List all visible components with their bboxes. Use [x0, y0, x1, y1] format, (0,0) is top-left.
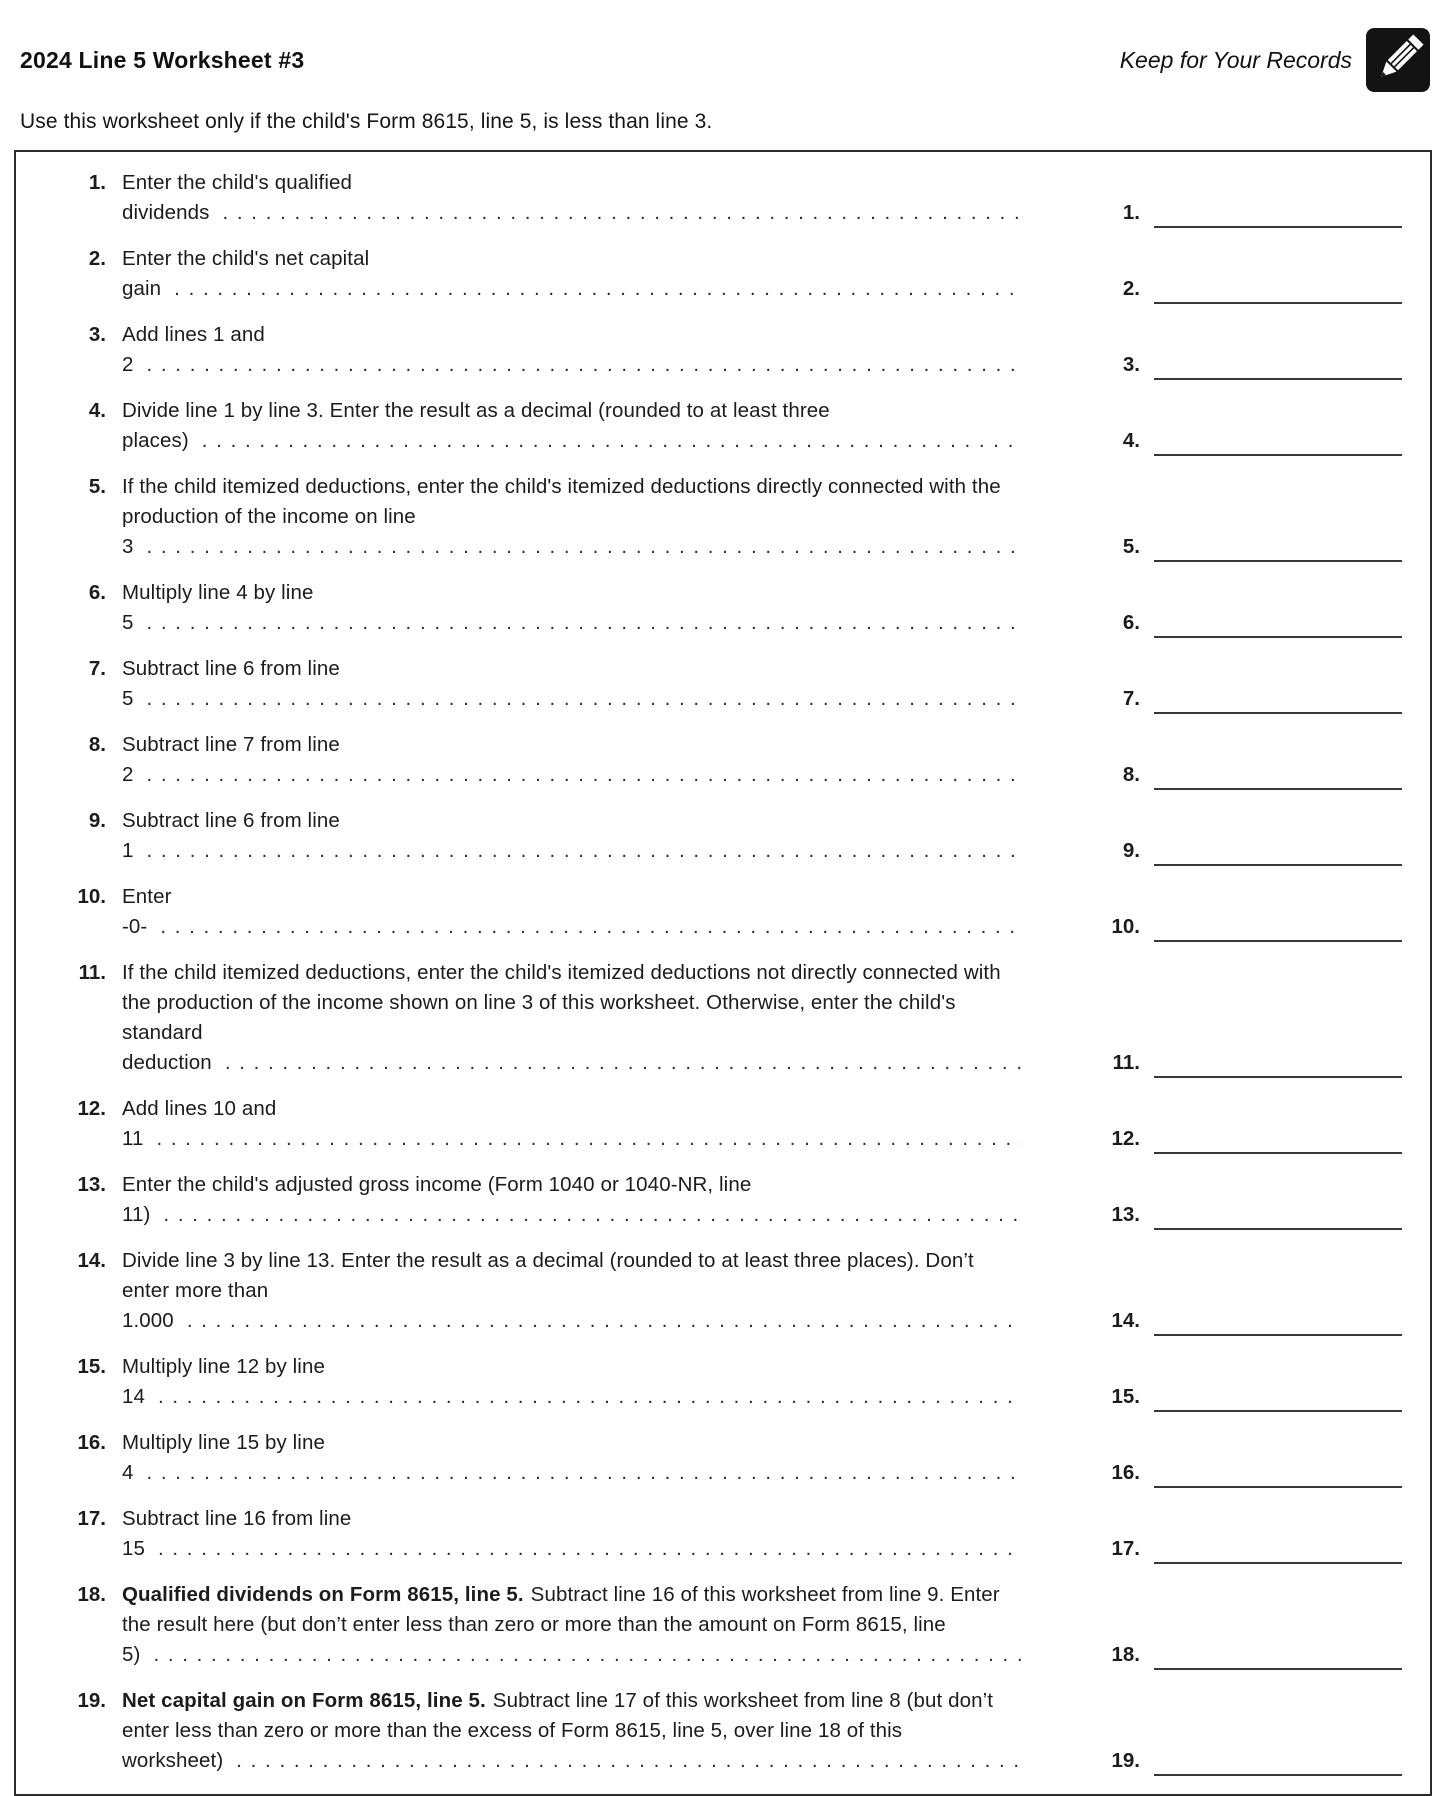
- worksheet-row: [16, 578, 1410, 638]
- row-description-text: Add lines 1 and 2: [122, 323, 265, 376]
- entry-number: 3.: [1122, 353, 1140, 376]
- entry-blank-line: [1154, 1536, 1402, 1564]
- row-description: [122, 654, 1022, 714]
- row-description-text: Subtract line 6 from line 1: [122, 809, 340, 862]
- entry-number: 14.: [1111, 1309, 1140, 1332]
- entry-number: 2.: [1122, 277, 1140, 300]
- entry-number: 8.: [1122, 763, 1140, 786]
- row-number: 4.: [88, 399, 106, 422]
- entry-blank-line: [1154, 1384, 1402, 1412]
- entry-number: 4.: [1122, 429, 1140, 452]
- worksheet-row: [16, 1428, 1410, 1488]
- row-number: 12.: [77, 1097, 106, 1120]
- row-number: 18.: [77, 1583, 106, 1606]
- row-description-text: If the child itemized deductions, enter the child's itemized deductions directly connected with the production of the income on line 3: [122, 475, 1001, 558]
- row-description: [122, 1580, 1022, 1670]
- entry-blank-line: [1154, 914, 1402, 942]
- entry-number: 5.: [1122, 535, 1140, 558]
- row-description: [122, 472, 1022, 562]
- row-description: [122, 1246, 1022, 1336]
- row-number: 17.: [77, 1507, 106, 1530]
- worksheet-row: [16, 1094, 1410, 1154]
- row-description-text: Multiply line 15 by line 4: [122, 1431, 325, 1484]
- row-number: 11.: [78, 961, 106, 984]
- row-number: 7.: [88, 657, 106, 680]
- row-number: 10.: [77, 885, 106, 908]
- worksheet-row: [16, 1352, 1410, 1412]
- row-number: 1.: [88, 171, 106, 194]
- worksheet-row: [16, 320, 1410, 380]
- entry-blank-line: [1154, 762, 1402, 790]
- entry-blank-line: [1154, 428, 1402, 456]
- row-description-text: Subtract line 7 from line 2: [122, 733, 340, 786]
- worksheet-rows: [16, 168, 1410, 1776]
- page-title: 2024 Line 5 Worksheet #3: [20, 46, 305, 73]
- row-number: 8.: [88, 733, 106, 756]
- row-description: [122, 1352, 1022, 1412]
- row-description: [122, 396, 1022, 456]
- entry-blank-line: [1154, 1126, 1402, 1154]
- row-description: [122, 1170, 1022, 1230]
- row-number: 16.: [77, 1431, 106, 1454]
- row-number: 3.: [88, 323, 106, 346]
- entry-blank-line: [1154, 838, 1402, 866]
- row-description: [122, 1094, 1022, 1154]
- entry-number: 11.: [1112, 1051, 1140, 1074]
- entry-blank-line: [1154, 1748, 1402, 1776]
- entry-blank-line: [1154, 352, 1402, 380]
- worksheet-row: [16, 806, 1410, 866]
- worksheet-row: [16, 654, 1410, 714]
- row-description-bold-lead: Net capital gain on Form 8615, line 5.: [122, 1689, 486, 1712]
- row-number: 9.: [88, 809, 106, 832]
- worksheet-row: [16, 472, 1410, 562]
- row-description: [122, 1504, 1022, 1564]
- entry-number: 19.: [1111, 1749, 1140, 1772]
- entry-blank-line: [1154, 200, 1402, 228]
- row-description: [122, 1428, 1022, 1488]
- row-description: [122, 578, 1022, 638]
- worksheet-box: [14, 150, 1432, 1796]
- row-description-text: Add lines 10 and 11: [122, 1097, 277, 1150]
- row-description-text: Subtract line 16 from line 15: [122, 1507, 352, 1560]
- worksheet-row: [16, 244, 1410, 304]
- entry-blank-line: [1154, 1050, 1402, 1078]
- entry-blank-line: [1154, 534, 1402, 562]
- keep-for-records-note: Keep for Your Records: [1119, 46, 1352, 73]
- entry-number: 15.: [1111, 1385, 1140, 1408]
- row-number: 5.: [88, 475, 106, 498]
- row-description-bold-lead: Qualified dividends on Form 8615, line 5.: [122, 1583, 524, 1606]
- row-description-text: Divide line 1 by line 3. Enter the result as a decimal (rounded to at least three places): [122, 399, 830, 452]
- worksheet-row: [16, 882, 1410, 942]
- worksheet-row: [16, 1246, 1410, 1336]
- entry-number: 9.: [1122, 839, 1140, 862]
- row-description-text: Multiply line 12 by line 14: [122, 1355, 325, 1408]
- row-number: 19.: [77, 1689, 106, 1712]
- row-description: [122, 958, 1022, 1078]
- row-description-text: Subtract line 6 from line 5: [122, 657, 340, 710]
- row-description: [122, 806, 1022, 866]
- row-number: 2.: [88, 247, 106, 270]
- entry-number: 7.: [1122, 687, 1140, 710]
- worksheet-row: [16, 1504, 1410, 1564]
- worksheet-row: [16, 958, 1410, 1078]
- pencil-icon: [1366, 28, 1430, 92]
- row-description-text: If the child itemized deductions, enter the child's itemized deductions not directly connected with the production of the income shown on line 3 of this worksheet. Otherwise, enter the child's standard deduction: [122, 961, 1001, 1074]
- row-number: 6.: [88, 581, 106, 604]
- entry-blank-line: [1154, 1202, 1402, 1230]
- row-description-text: Subtract line 16 of this worksheet from line 9. Enter the result here (but don’t enter less than zero or more than the amount on Form 8615, line 5): [122, 1583, 1000, 1666]
- row-description-text: Enter -0-: [122, 885, 172, 938]
- page-header: [14, 14, 1432, 92]
- entry-blank-line: [1154, 1308, 1402, 1336]
- row-description-text: Multiply line 4 by line 5: [122, 581, 314, 634]
- entry-blank-line: [1154, 1642, 1402, 1670]
- entry-number: 13.: [1111, 1203, 1140, 1226]
- entry-number: 12.: [1111, 1127, 1140, 1150]
- row-description-text: Subtract line 17 of this worksheet from line 8 (but don’t enter less than zero or more than the excess of Form 8615, line 5, over line 18 of this worksheet): [122, 1689, 994, 1772]
- row-description-text: Enter the child's net capital gain: [122, 247, 370, 300]
- entry-blank-line: [1154, 686, 1402, 714]
- entry-number: 16.: [1111, 1461, 1140, 1484]
- row-description: [122, 244, 1022, 304]
- entry-number: 17.: [1111, 1537, 1140, 1560]
- worksheet-row: [16, 396, 1410, 456]
- row-description-text: Enter the child's qualified dividends: [122, 171, 352, 224]
- worksheet-row: [16, 1170, 1410, 1230]
- entry-number: 10.: [1111, 915, 1140, 938]
- row-description-text: Enter the child's adjusted gross income (Form 1040 or 1040-NR, line 11): [122, 1173, 752, 1226]
- row-description-text: Divide line 3 by line 13. Enter the result as a decimal (rounded to at least three places). Don’t enter more than 1.000: [122, 1249, 974, 1332]
- row-description: [122, 882, 1022, 942]
- worksheet-row: [16, 730, 1410, 790]
- row-description: [122, 168, 1022, 228]
- worksheet-instruction: Use this worksheet only if the child's Form 8615, line 5, is less than line 3.: [20, 110, 713, 133]
- row-number: 13.: [77, 1173, 106, 1196]
- entry-number: 1.: [1122, 201, 1140, 224]
- worksheet-row: [16, 1580, 1410, 1670]
- row-description: [122, 320, 1022, 380]
- row-number: 15.: [77, 1355, 106, 1378]
- entry-blank-line: [1154, 610, 1402, 638]
- entry-number: 18.: [1111, 1643, 1140, 1666]
- entry-blank-line: [1154, 276, 1402, 304]
- row-description: [122, 730, 1022, 790]
- entry-blank-line: [1154, 1460, 1402, 1488]
- entry-number: 6.: [1122, 611, 1140, 634]
- row-description: [122, 1686, 1022, 1776]
- worksheet-row: [16, 168, 1410, 228]
- row-number: 14.: [77, 1249, 106, 1272]
- worksheet-row: [16, 1686, 1410, 1776]
